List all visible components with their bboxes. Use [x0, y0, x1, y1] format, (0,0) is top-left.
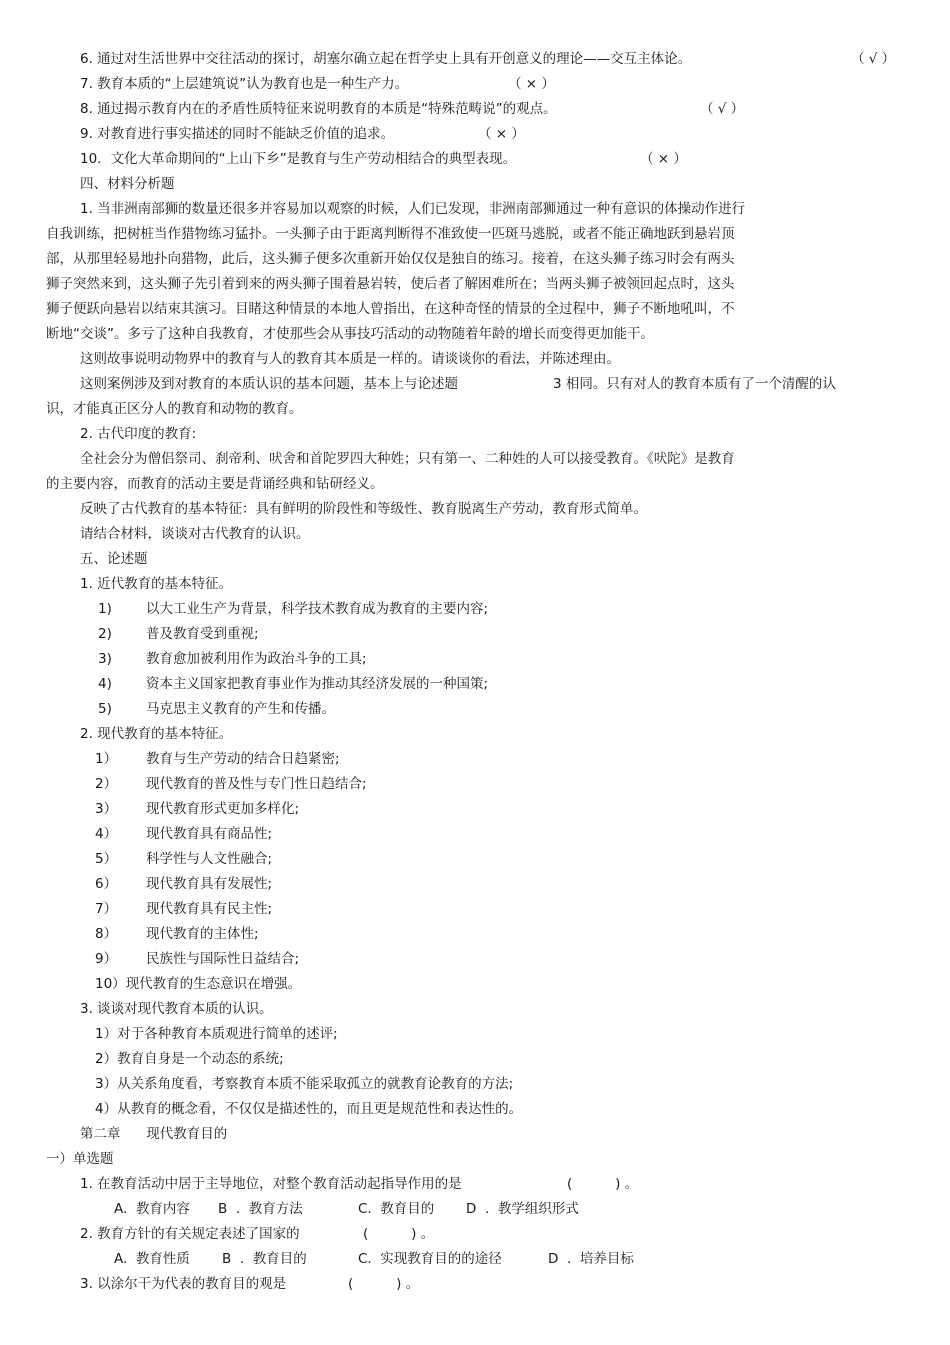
essay-2-item: 现代教育的普及性与专门性日趋结合;	[146, 776, 367, 792]
essay-2-item: 科学性与人文性融合;	[146, 851, 273, 867]
essay-2-item-number: 2）	[95, 776, 118, 792]
essay-3-item: 4）从教育的概念看，不仅仅是描述性的，而且更是规范性和表达性的。	[95, 1101, 523, 1117]
mc-2-option-d: D . 培养目标	[548, 1251, 634, 1267]
judgment-9-mark: （ × ）	[478, 126, 525, 142]
material-1-line: 1. 当非洲南部狮的数量还很多并容易加以观察的时候，人们已发现，非洲南部狮通过一种有意识的体操动作进行	[80, 201, 746, 217]
section-4-title: 四、材料分析题	[80, 176, 175, 192]
judgment-8-mark: （ √ ）	[700, 101, 745, 117]
essay-2-item-number: 1）	[95, 751, 118, 767]
essay-1-item: 教育愈加被利用作为政治斗争的工具;	[146, 651, 367, 667]
essay-3-item: 2）教育自身是一个动态的系统;	[95, 1051, 284, 1067]
essay-1-item: 普及教育受到重视;	[146, 626, 259, 642]
material-2-line: 的主要内容，而教育的活动主要是背诵经典和钻研经义。	[46, 476, 384, 492]
essay-2-item-number: 6）	[95, 876, 118, 892]
essay-3-item: 1）对于各种教育本质观进行简单的述评;	[95, 1026, 338, 1042]
essay-1-item-number: 5)	[98, 701, 112, 717]
material-1-line: 狮子便跃向悬岩以结束其演习。目睹这种情景的本地人曾指出，在这种奇怪的情景的全过程中，狮子不断地吼叫，不	[46, 301, 735, 317]
judgment-7-mark: （ × ）	[508, 76, 555, 92]
mc-question-2-blank: ( ) 。	[363, 1226, 435, 1242]
chapter-title: 第二章 现代教育目的	[80, 1126, 228, 1142]
mc-question-3: 3. 以涂尔干为代表的教育目的观是	[80, 1276, 287, 1292]
essay-2-item: 现代教育形式更加多样化;	[146, 801, 300, 817]
essay-3-title: 3. 谈谈对现代教育本质的认识。	[80, 1001, 273, 1017]
mc-1-option-c: C. 教育目的	[358, 1201, 435, 1217]
mc-question-2: 2. 教育方针的有关规定表述了国家的	[80, 1226, 300, 1242]
mc-2-option-c: C. 实现教育目的的途径	[358, 1251, 502, 1267]
essay-2-item: 现代教育的主体性;	[146, 926, 259, 942]
essay-1-item-number: 1)	[98, 601, 112, 617]
mc-question-3-blank: ( ) 。	[348, 1276, 420, 1292]
essay-2-item: 教育与生产劳动的结合日趋紧密;	[146, 751, 340, 767]
material-1-line: 狮子突然来到，这头狮子先引着到来的两头狮子围着悬岩转，使后者了解困难所在；当两头狮子被领回起点时，这头	[46, 276, 735, 292]
essay-2-item: 现代教育具有商品性;	[146, 826, 273, 842]
essay-1-title: 1. 近代教育的基本特征。	[80, 576, 233, 592]
mc-section-title: 一）单选题	[46, 1151, 114, 1167]
essay-2-item-number: 5）	[95, 851, 118, 867]
essay-2-item-number: 4）	[95, 826, 118, 842]
essay-2-item-number: 9）	[95, 951, 118, 967]
mc-question-1-blank: ( ) 。	[567, 1176, 639, 1192]
mc-1-option-d: D . 教学组织形式	[466, 1201, 579, 1217]
answer-1-part1: 这则案例涉及到对教育的本质认识的基本问题，基本上与论述题	[80, 376, 458, 392]
judgment-7: 7. 教育本质的“上层建筑说”认为教育也是一种生产力。	[80, 76, 409, 92]
material-2-line: 全社会分为僧侣祭司、刹帝利、吠舍和首陀罗四大种姓；只有第一、二种姓的人可以接受教育。《吠陀》是教育	[80, 451, 735, 467]
judgment-10-mark: （ × ）	[640, 151, 687, 167]
material-2-question: 请结合材料，谈谈对古代教育的认识。	[80, 526, 310, 542]
judgment-6-mark: （ √ ）	[851, 51, 896, 67]
answer-1-line2: 识，才能真正区分人的教育和动物的教育。	[46, 401, 303, 417]
judgment-8: 8. 通过揭示教育内在的矛盾性质特征来说明教育的本质是“特殊范畴说”的观点。	[80, 101, 557, 117]
essay-3-item: 3）从关系角度看，考察教育本质不能采取孤立的就教育论教育的方法;	[95, 1076, 514, 1092]
mc-1-option-b: B . 教育方法	[218, 1201, 303, 1217]
essay-1-item-number: 3)	[98, 651, 112, 667]
answer-1-part2: 3 相同。只有对人的教育本质有了一个清醒的认	[553, 376, 836, 392]
essay-2-item: 现代教育具有民主性;	[146, 901, 273, 917]
mc-2-option-a: A. 教育性质	[114, 1251, 190, 1267]
judgment-6: 6. 通过对生活世界中交往活动的探讨，胡塞尔确立起在哲学史上具有开创意义的理论——交互主体论。	[80, 51, 692, 67]
essay-2-item: 10）现代教育的生态意识在增强。	[95, 976, 302, 992]
essay-2-item-number: 7）	[95, 901, 118, 917]
essay-2-item: 现代教育具有发展性;	[146, 876, 273, 892]
material-1-line: 断地“交谈”。多亏了这种自我教育，才使那些会从事技巧活动的动物随着年龄的增长而变得更加能干。	[46, 326, 654, 342]
material-2-line: 反映了古代教育的基本特征：具有鲜明的阶段性和等级性、教育脱离生产劳动，教育形式简单。	[80, 501, 647, 517]
section-5-title: 五、论述题	[80, 551, 148, 567]
judgment-10: 10．文化大革命期间的“上山下乡”是教育与生产劳动相结合的典型表现。	[80, 151, 517, 167]
mc-question-1: 1. 在教育活动中居于主导地位，对整个教育活动起指导作用的是	[80, 1176, 462, 1192]
essay-1-item-number: 4)	[98, 676, 112, 692]
essay-1-item: 资本主义国家把教育事业作为推动其经济发展的一种国策;	[146, 676, 489, 692]
essay-1-item: 以大工业生产为背景，科学技术教育成为教育的主要内容;	[146, 601, 489, 617]
mc-2-option-b: B . 教育目的	[222, 1251, 307, 1267]
judgment-9: 9. 对教育进行事实描述的同时不能缺乏价值的追求。	[80, 126, 395, 142]
material-1-line: 部，从那里轻易地扑向猎物，此后，这头狮子便多次重新开始仅仅是独自的练习。接着，在这头狮子练习时会有两头	[46, 251, 735, 267]
essay-2-title: 2. 现代教育的基本特征。	[80, 726, 233, 742]
essay-1-item-number: 2)	[98, 626, 112, 642]
essay-2-item-number: 3）	[95, 801, 118, 817]
material-1-question: 这则故事说明动物界中的教育与人的教育其本质是一样的。请谈谈你的看法，并陈述理由。	[80, 351, 620, 367]
mc-1-option-a: A. 教育内容	[114, 1201, 190, 1217]
essay-2-item: 民族性与国际性日益结合;	[146, 951, 300, 967]
material-2-title: 2. 古代印度的教育:	[80, 426, 197, 442]
material-1-line: 自我训练，把树桩当作猎物练习猛扑。一头狮子由于距离判断得不准致使一匹斑马逃脱，或者不能正确地跃到悬岩顶	[46, 226, 735, 242]
essay-1-item: 马克思主义教育的产生和传播。	[146, 701, 335, 717]
essay-2-item-number: 8）	[95, 926, 118, 942]
